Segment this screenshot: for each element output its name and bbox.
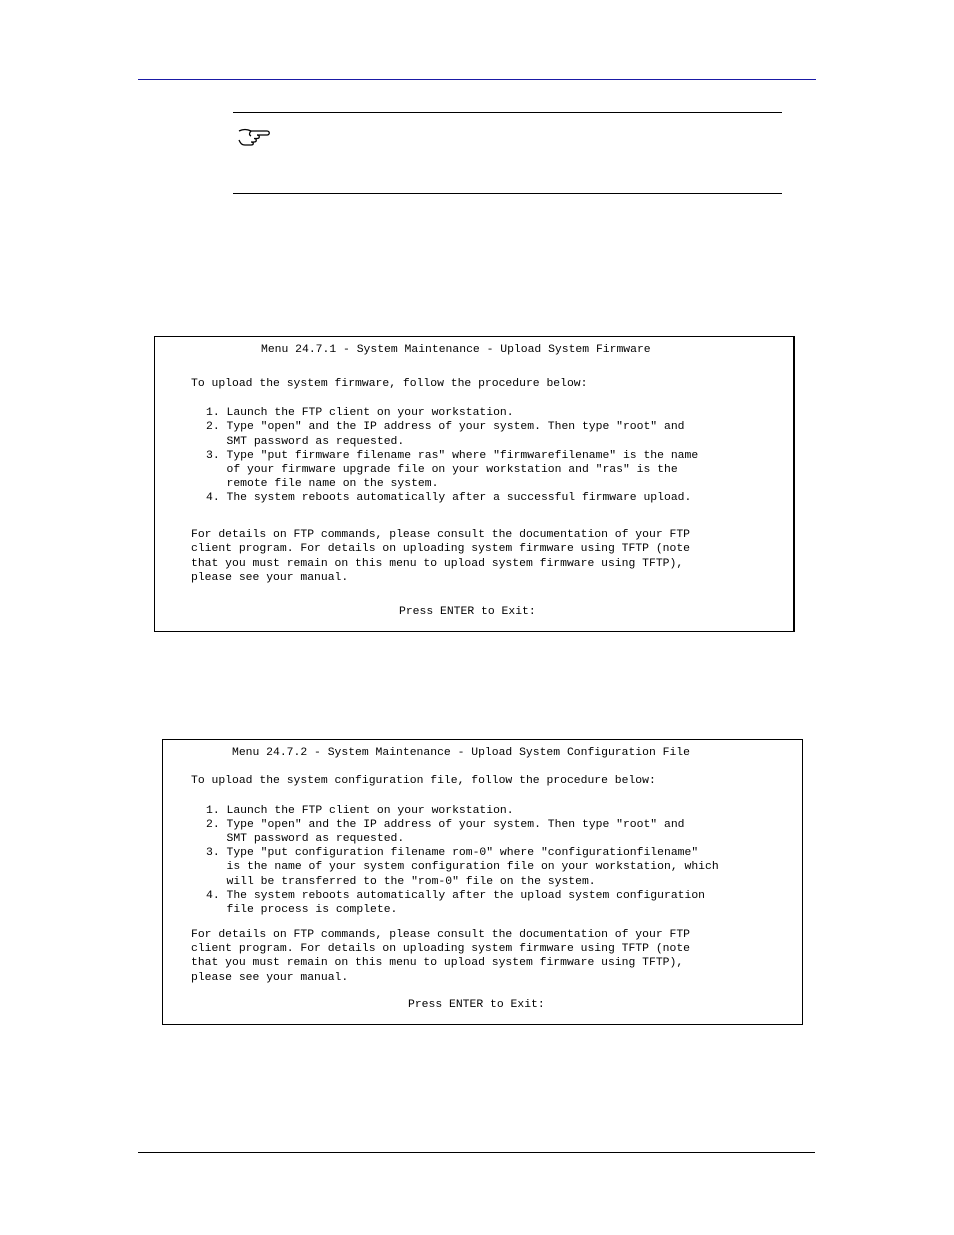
details-line: client program. For details on uploading system firmware using TFTP (note [191,943,690,955]
step-line: file process is complete. [206,904,398,916]
details-line: client program. For details on uploading system firmware using TFTP (note [191,543,690,555]
menu-intro: To upload the system firmware, follow the procedure below: [191,378,588,390]
note-box [233,112,782,194]
menu-intro: To upload the system configuration file, follow the procedure below: [191,775,656,787]
details-line: that you must remain on this menu to upload system firmware using TFTP), [191,957,684,969]
header-rule [138,79,816,80]
exit-prompt: Press ENTER to Exit: [399,606,536,618]
exit-prompt: Press ENTER to Exit: [408,999,545,1011]
step-line: remote file name on the system. [206,478,439,490]
step-line: 4. The system reboots automatically after a successful firmware upload. [206,492,692,504]
menu-24-7-1-screen [154,336,795,632]
step-line: SMT password as requested. [206,436,405,448]
step-line: SMT password as requested. [206,833,405,845]
step-line: 3. Type "put configuration filename rom-0" where "configurationfilename" [206,847,699,859]
menu-24-7-2-screen [162,739,803,1025]
step-line: 3. Type "put firmware filename ras" where "firmwarefilename" is the name [206,450,699,462]
details-line: For details on FTP commands, please consult the documentation of your FTP [191,529,690,541]
step-line: will be transferred to the "rom-0" file on the system. [206,876,596,888]
pointing-hand-icon [237,123,273,147]
step-line: 2. Type "open" and the IP address of your system. Then type "root" and [206,819,685,831]
step-line: 1. Launch the FTP client on your workstation. [206,407,514,419]
step-line: is the name of your system configuration file on your workstation, which [206,861,719,873]
step-line: 4. The system reboots automatically after the upload system configuration [206,890,705,902]
details-line: that you must remain on this menu to upload system firmware using TFTP), [191,558,684,570]
menu-title: Menu 24.7.2 - System Maintenance - Upload System Configuration File [232,747,690,759]
step-line: 1. Launch the FTP client on your workstation. [206,805,514,817]
details-line: please see your manual. [191,972,349,984]
step-line: 2. Type "open" and the IP address of your system. Then type "root" and [206,421,685,433]
step-line: of your firmware upgrade file on your workstation and "ras" is the [206,464,678,476]
menu-title: Menu 24.7.1 - System Maintenance - Upload System Firmware [261,344,651,356]
footer-rule [138,1152,815,1153]
details-line: please see your manual. [191,572,349,584]
details-line: For details on FTP commands, please consult the documentation of your FTP [191,929,690,941]
